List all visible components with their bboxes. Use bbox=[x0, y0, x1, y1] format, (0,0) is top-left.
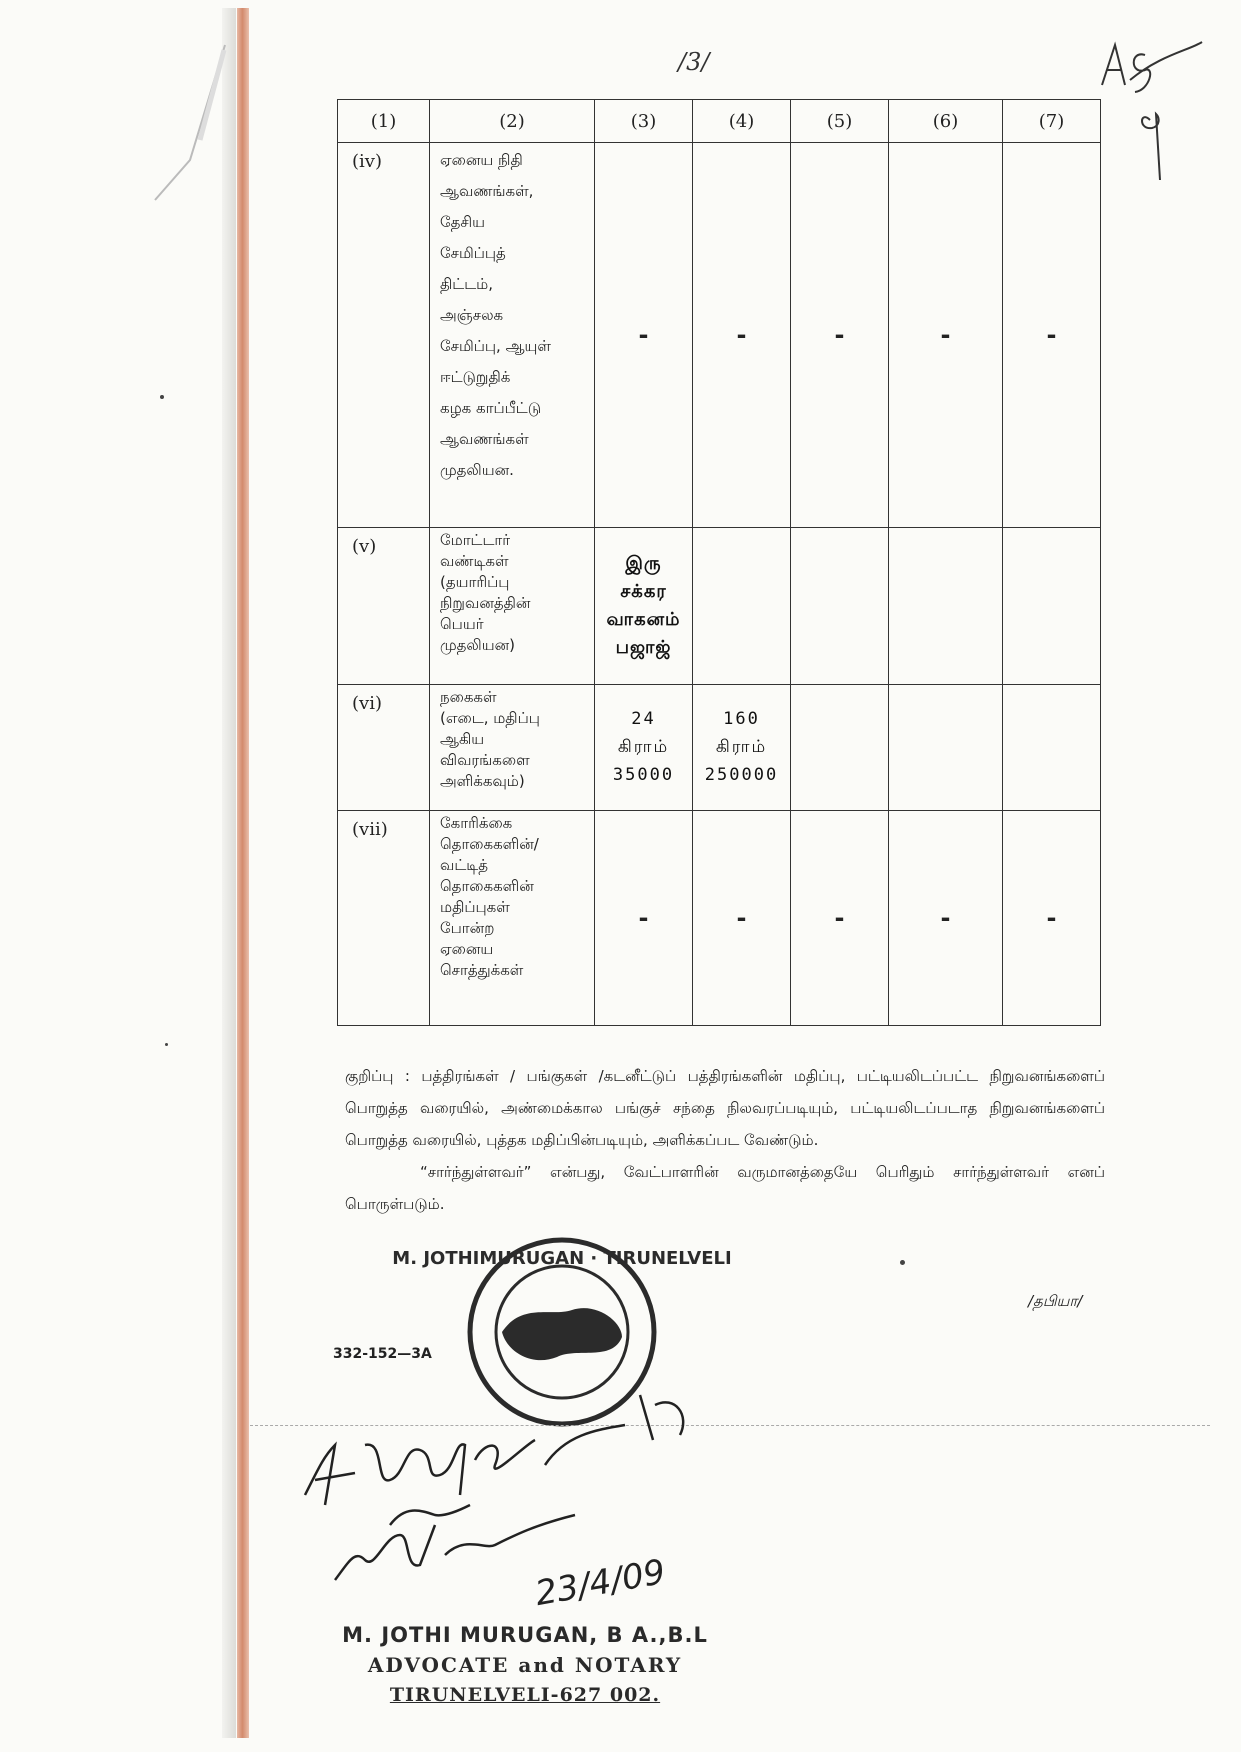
description-line: கழக காப்பீட்டு bbox=[440, 399, 542, 417]
note-section bbox=[345, 1060, 1105, 1220]
value-cell: - bbox=[791, 810, 889, 1025]
signature-date: 23/4/09 bbox=[532, 1551, 669, 1615]
description-line: திட்டம், bbox=[440, 275, 494, 293]
binding-shadow bbox=[222, 8, 236, 1738]
scan-speck bbox=[165, 1043, 168, 1046]
description-line: பெயர் bbox=[440, 615, 484, 634]
description-line: (தயாரிப்பு bbox=[440, 573, 510, 592]
description-line: (எடை, மதிப்பு bbox=[440, 708, 540, 727]
column-header: (1) bbox=[338, 100, 430, 143]
row-description bbox=[430, 143, 595, 528]
description-line: ஏனைய நிதி bbox=[440, 151, 523, 169]
value-cell: இரு சக்கர வாகனம் பஜாஜ் bbox=[595, 528, 693, 684]
value-cell: - bbox=[791, 143, 889, 528]
notary-stamp bbox=[300, 1620, 750, 1710]
description-line: ஈட்டுறுதிக் bbox=[440, 368, 511, 386]
description-line: ஆகிய bbox=[440, 729, 485, 748]
note-paragraph: குறிப்பு : பத்திரங்கள் / பங்குகள் /கடனீட்டுப் பத்திரங்களின் மதிப்பு, பட்டியலிடப்பட்ட நிறுவனங்களைப் பொறுத்த வரையில், அண்மைக்கால பங்குச் சந்தை நிலவரப்படியும், பட்டியலிடப்படாத நிறுவனங்களைப் பொறுத்த வரையில், புத்தக மதிப்பின்படியும், அளிக்கப்பட வேண்டும். bbox=[345, 1067, 1105, 1149]
notary-address: TIRUNELVELI-627 002. bbox=[389, 1684, 661, 1706]
column-header: (3) bbox=[595, 100, 693, 143]
description-line: தேசிய bbox=[440, 213, 486, 231]
value-cell bbox=[791, 528, 889, 684]
description-line: நகைகள் bbox=[440, 687, 497, 706]
description-line: அளிக்கவும்) bbox=[440, 771, 525, 790]
row-description bbox=[430, 528, 595, 684]
page-crease-mark bbox=[150, 40, 230, 210]
scan-speck bbox=[160, 395, 164, 399]
value-cell bbox=[889, 684, 1003, 810]
value-cell: - bbox=[889, 143, 1003, 528]
table-row bbox=[338, 528, 1101, 684]
value-cell: 160 கிராம் 250000 bbox=[693, 684, 791, 810]
description-line: அஞ்சலக bbox=[440, 306, 504, 324]
row-number: (v) bbox=[338, 528, 430, 684]
value-cell: - bbox=[595, 810, 693, 1025]
description-line: ஏனைய bbox=[440, 939, 494, 958]
description-line: சேமிப்புத் bbox=[440, 244, 506, 262]
description-line: வண்டிகள் bbox=[440, 552, 509, 571]
scan-speck bbox=[900, 1260, 905, 1265]
value-cell: - bbox=[1003, 143, 1101, 528]
description-line: மதிப்புகள் bbox=[440, 897, 510, 916]
assets-table bbox=[337, 99, 1101, 1026]
description-line: தொகைகளின் bbox=[440, 876, 534, 895]
value-cell: - bbox=[693, 143, 791, 528]
value-cell: - bbox=[1003, 810, 1101, 1025]
description-line: ஆவணங்கள் bbox=[440, 430, 529, 448]
value-cell bbox=[693, 528, 791, 684]
description-line: முதலியன) bbox=[440, 636, 515, 655]
description-line: தொகைகளின்/ bbox=[440, 834, 539, 853]
corner-annotation-handwriting bbox=[1090, 30, 1210, 200]
form-code: 332-152—3A bbox=[333, 1346, 432, 1362]
column-header: (4) bbox=[693, 100, 791, 143]
description-line: கோரிக்கை bbox=[440, 813, 513, 832]
description-line: போன்ற bbox=[440, 918, 495, 937]
value-cell: - bbox=[889, 810, 1003, 1025]
column-header: (6) bbox=[889, 100, 1003, 143]
table-row bbox=[338, 143, 1101, 528]
row-number: (vii) bbox=[338, 810, 430, 1025]
row-number: (iv) bbox=[338, 143, 430, 528]
description-line: மோட்டார் bbox=[440, 531, 511, 550]
description-line: ஆவணங்கள், bbox=[440, 182, 534, 200]
description-line: முதலியன. bbox=[440, 461, 514, 479]
notary-name: M. JOTHI MURUGAN, B A.,B.L bbox=[342, 1623, 708, 1647]
row-description bbox=[430, 810, 595, 1025]
handwritten-signature bbox=[295, 1385, 735, 1625]
description-line: விவரங்களை bbox=[440, 750, 530, 769]
value-cell: - bbox=[595, 143, 693, 528]
description-line: சேமிப்பு, ஆயுள் bbox=[440, 337, 551, 355]
table-row bbox=[338, 810, 1101, 1025]
continuation-mark: /தபியா/ bbox=[1028, 1292, 1083, 1310]
page-number: /3/ bbox=[678, 48, 710, 76]
value-cell bbox=[889, 528, 1003, 684]
table-row bbox=[338, 684, 1101, 810]
row-number: (vi) bbox=[338, 684, 430, 810]
row-description bbox=[430, 684, 595, 810]
description-line: சொத்துக்கள் bbox=[440, 960, 524, 979]
value-cell: 24 கிராம் 35000 bbox=[595, 684, 693, 810]
value-cell bbox=[1003, 528, 1101, 684]
binding-strip bbox=[237, 8, 249, 1738]
seal-text: M. JOTHIMURUGAN · TIRUNELVELI bbox=[392, 1248, 732, 1269]
column-header: (7) bbox=[1003, 100, 1101, 143]
definition-paragraph: “சார்ந்துள்ளவர்” என்பது, வேட்பாளரின் வருமானத்தையே பெரிதும் சார்ந்துள்ளவர் எனப் பொருள்படும். bbox=[345, 1163, 1105, 1213]
value-cell: - bbox=[693, 810, 791, 1025]
value-cell bbox=[791, 684, 889, 810]
column-header: (5) bbox=[791, 100, 889, 143]
value-cell bbox=[1003, 684, 1101, 810]
table-header-row bbox=[338, 100, 1101, 143]
notary-title: ADVOCATE and NOTARY bbox=[367, 1653, 683, 1677]
description-line: வட்டித் bbox=[440, 855, 489, 874]
column-header: (2) bbox=[430, 100, 595, 143]
description-line: நிறுவனத்தின் bbox=[440, 594, 531, 613]
